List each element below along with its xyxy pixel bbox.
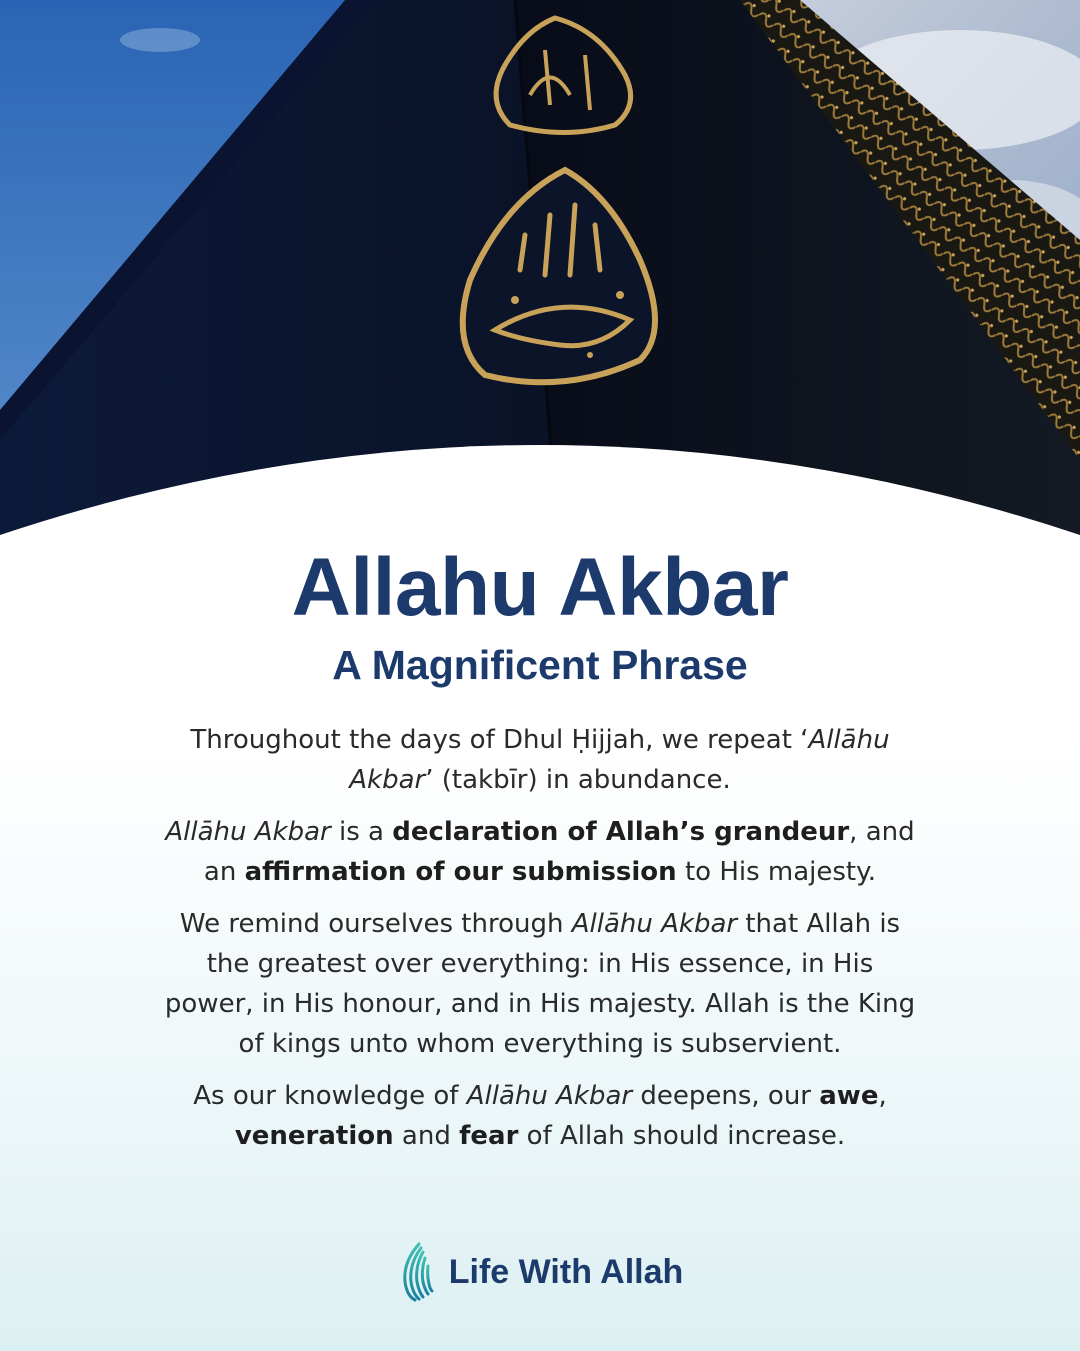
content-section bbox=[0, 540, 1080, 1168]
italic-text: Allāhu Akbar bbox=[571, 909, 738, 939]
text-span: and bbox=[393, 1121, 460, 1151]
bold-text: affirmation of our submission bbox=[244, 857, 677, 887]
italic-text: Allāhu Akbar bbox=[349, 725, 890, 795]
article-body bbox=[160, 720, 920, 1156]
text-span: deepens, our bbox=[632, 1081, 820, 1111]
page-title: Allahu Akbar bbox=[291, 542, 789, 633]
bold-text: veneration bbox=[234, 1121, 394, 1151]
italic-text: Allāhu Akbar bbox=[466, 1081, 633, 1111]
text-span: We remind ourselves through bbox=[179, 909, 572, 939]
text-span: , and an bbox=[203, 817, 915, 887]
text-span: As our knowledge of bbox=[193, 1081, 467, 1111]
text-span: that Allah is the greatest over everything: in His essence, in His power, in His honour, and in His majesty. Allah is the King of kings unto whom everything is subservient. bbox=[164, 909, 916, 1059]
page-subtitle: A Magnificent Phrase bbox=[332, 642, 748, 688]
text-span: ’ (takbīr) in abundance. bbox=[425, 765, 731, 795]
italic-text: Allāhu Akbar bbox=[165, 817, 331, 847]
bold-text: fear bbox=[459, 1121, 519, 1151]
brand-footer bbox=[0, 1242, 1080, 1302]
paragraph-3 bbox=[160, 904, 920, 1064]
text-span: Throughout the days of Dhul Ḥijjah, we repeat ‘ bbox=[190, 725, 809, 755]
paragraph-1 bbox=[160, 720, 920, 800]
paragraph-2 bbox=[160, 812, 920, 892]
hero-image bbox=[0, 0, 1080, 560]
flame-stripes-logo-icon bbox=[397, 1242, 437, 1302]
brand-name: Life With Allah bbox=[448, 1252, 684, 1291]
white-curve bbox=[0, 0, 1080, 560]
bold-text: awe bbox=[819, 1081, 879, 1111]
text-span: is a bbox=[330, 817, 393, 847]
text-span: , bbox=[878, 1081, 887, 1111]
text-span: to His majesty. bbox=[676, 857, 877, 887]
text-span: of Allah should increase. bbox=[518, 1121, 846, 1151]
paragraph-4 bbox=[160, 1076, 920, 1156]
bold-text: declaration of Allah’s grandeur bbox=[392, 817, 850, 847]
